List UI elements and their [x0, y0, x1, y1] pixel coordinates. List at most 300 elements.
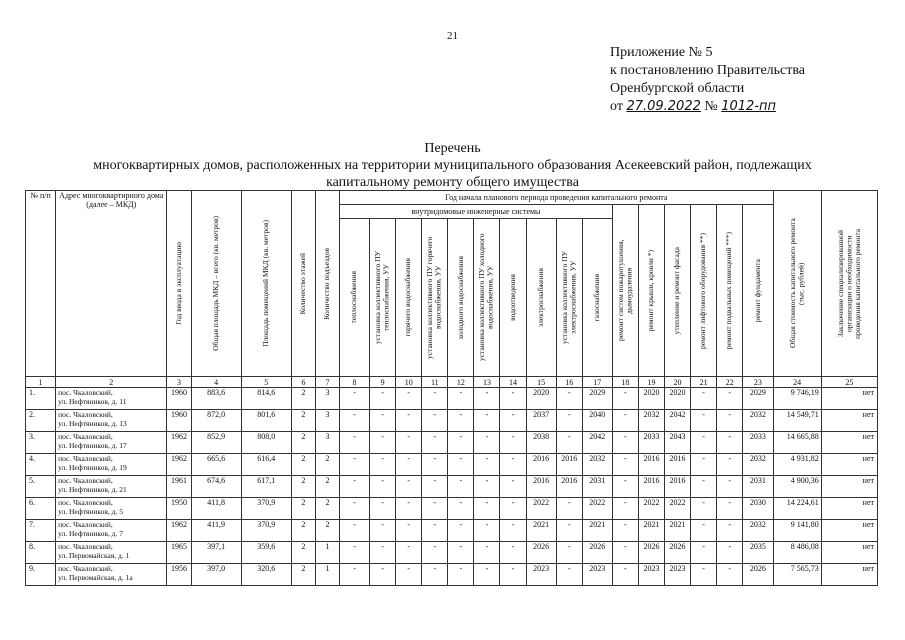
table-cell: - [691, 410, 717, 432]
table-cell: 2029 [582, 388, 612, 410]
row-number: 5. [26, 476, 56, 498]
header-year: Год ввода в эксплуатацию [167, 191, 191, 377]
appendix-line-3: Оренбургской области [610, 81, 745, 96]
table-cell: - [500, 410, 526, 432]
header-facade: утепление и ремонт фасада [664, 205, 690, 377]
table-cell: - [340, 476, 370, 498]
table-cell: - [691, 454, 717, 476]
header-hot-water: горячего водоснабжения [396, 219, 422, 377]
table-cell: нет [821, 520, 877, 542]
table-cell: - [370, 564, 396, 586]
table-cell: 14 224,61 [773, 498, 821, 520]
appendix-num-sign: № [704, 99, 718, 114]
table-row [26, 520, 878, 542]
table-cell: 411,8 [191, 498, 241, 520]
table-cell: 1 [315, 542, 339, 564]
table-cell: 2023 [582, 564, 612, 586]
table-cell: - [612, 432, 638, 454]
table-cell: - [612, 454, 638, 476]
table-cell: 2023 [638, 564, 664, 586]
table-cell: нет [821, 476, 877, 498]
header-electricity: электроснабжения [526, 219, 556, 377]
table-cell: 2032 [582, 454, 612, 476]
table-cell: - [474, 542, 500, 564]
address-line-2: ул. Нефтяников, д. 13 [58, 419, 127, 428]
table-cell: 2021 [638, 520, 664, 542]
table-row [26, 388, 878, 410]
table-cell: - [370, 476, 396, 498]
header-roof: ремонт крыши, кровли *) [638, 205, 664, 377]
table-cell: 2035 [743, 542, 773, 564]
header-foundation: ремонт фундамента [743, 205, 773, 377]
table-cell: - [370, 498, 396, 520]
table-cell: - [422, 410, 448, 432]
table-cell: 2020 [526, 388, 556, 410]
table-cell: 2021 [664, 520, 690, 542]
title-line-1: Перечень [424, 141, 481, 156]
header-total-area: Общая площадь МКД – всего (кв. метров) [191, 191, 241, 377]
table-cell: - [556, 520, 582, 542]
table-cell: - [448, 388, 474, 410]
address-line-1: пос. Чкаловский, [58, 454, 113, 463]
table-cell: 2042 [664, 410, 690, 432]
table-cell: 2 [291, 388, 315, 410]
row-number: 7. [26, 520, 56, 542]
row-number: 3. [26, 432, 56, 454]
column-number: 21 [691, 377, 717, 388]
table-cell: 2033 [638, 432, 664, 454]
column-number: 3 [167, 377, 191, 388]
table-cell: - [717, 454, 743, 476]
address-line-2: ул. Нефтяников, д. 21 [58, 485, 127, 494]
row-address [56, 410, 167, 432]
table-cell: 2032 [743, 454, 773, 476]
table-cell: 7 565,73 [773, 564, 821, 586]
address-line-2: ул. Нефтяников, д. 19 [58, 463, 127, 472]
appendix-date: 27.09.2022 [626, 99, 701, 114]
row-address [56, 564, 167, 586]
table-cell: - [691, 498, 717, 520]
table-cell: - [500, 454, 526, 476]
table-cell: 2038 [526, 432, 556, 454]
row-address [56, 498, 167, 520]
column-number: 16 [556, 377, 582, 388]
table-cell: 814,6 [241, 388, 291, 410]
title-line-2: многоквартирных домов, расположенных на территории муниципального образования Асекеевский район, подлежащих [93, 158, 812, 173]
table-cell: 2 [315, 520, 339, 542]
table-cell: - [370, 432, 396, 454]
table-cell: - [500, 432, 526, 454]
table-cell: - [396, 476, 422, 498]
table-cell: 1962 [167, 520, 191, 542]
table-cell: - [474, 564, 500, 586]
table-cell: 411,9 [191, 520, 241, 542]
table-cell: нет [821, 454, 877, 476]
table-cell: - [340, 432, 370, 454]
table-cell: - [340, 520, 370, 542]
table-cell: - [422, 432, 448, 454]
table-cell: 370,9 [241, 498, 291, 520]
table-cell: - [422, 476, 448, 498]
row-address [56, 432, 167, 454]
table-cell: - [448, 454, 474, 476]
table-cell: 2026 [638, 542, 664, 564]
address-line-2: ул. Первомайская, д. 1а [58, 573, 133, 582]
header-sewerage: водоотведения [500, 219, 526, 377]
appendix-line-1: Приложение № 5 [610, 45, 713, 60]
header-gas: газоснабжения [582, 219, 612, 377]
table-cell: - [474, 454, 500, 476]
table-cell: 2029 [743, 388, 773, 410]
table-cell: - [500, 564, 526, 586]
appendix-block [610, 44, 900, 116]
table-cell: - [556, 564, 582, 586]
table-cell: 665,6 [191, 454, 241, 476]
address-line-1: пос. Чкаловский, [58, 498, 113, 507]
column-number: 18 [612, 377, 638, 388]
table-cell: - [691, 564, 717, 586]
table-cell: 370,9 [241, 520, 291, 542]
table-cell: - [370, 520, 396, 542]
table-cell: - [448, 520, 474, 542]
table-cell: 2 [315, 498, 339, 520]
table-cell: - [556, 432, 582, 454]
table-cell: 616,4 [241, 454, 291, 476]
table-cell: - [396, 542, 422, 564]
table-cell: - [612, 564, 638, 586]
header-hot-water-meter: установка коллективного ПУ горячего водоснабжения, УУ [422, 219, 448, 377]
table-cell: - [340, 454, 370, 476]
table-cell: - [448, 564, 474, 586]
row-number: 4. [26, 454, 56, 476]
column-number: 5 [241, 377, 291, 388]
table-cell: 2026 [743, 564, 773, 586]
table-cell: - [612, 520, 638, 542]
table-row [26, 542, 878, 564]
table-cell: нет [821, 564, 877, 586]
header-electricity-meter: установка коллективного ПУ электроснабжения, УУ [556, 219, 582, 377]
table-cell: - [612, 410, 638, 432]
table-cell: 2032 [743, 520, 773, 542]
table-cell: 2 [291, 498, 315, 520]
address-line-2: ул. Нефтяников, д. 11 [58, 397, 127, 406]
table-cell: 1962 [167, 454, 191, 476]
header-heating-meter: установка коллективного ПУ теплоснабжения, УУ [370, 219, 396, 377]
table-cell: - [612, 498, 638, 520]
table-row [26, 410, 878, 432]
table-cell: 2021 [526, 520, 556, 542]
address-line-1: пос. Чкаловский, [58, 542, 113, 551]
table-row [26, 564, 878, 586]
table-cell: 397,0 [191, 564, 241, 586]
table-cell: - [422, 520, 448, 542]
header-cold-water: холодного водоснабжения [448, 219, 474, 377]
table-cell: - [340, 388, 370, 410]
table-cell: 3 [315, 410, 339, 432]
header-elevator: ремонт лифтового оборудования **) [691, 205, 717, 377]
header-address: Адрес многоквартирного дома (далее – МКД) [56, 191, 167, 377]
table-cell: 2040 [582, 410, 612, 432]
table-cell: 2 [291, 542, 315, 564]
address-line-1: пос. Чкаловский, [58, 410, 113, 419]
table-cell: 2022 [664, 498, 690, 520]
table-cell: - [396, 432, 422, 454]
table-cell: 2016 [638, 454, 664, 476]
table-cell: - [370, 388, 396, 410]
table-cell: 2 [291, 476, 315, 498]
table-row [26, 432, 878, 454]
table-cell: 2033 [743, 432, 773, 454]
table-cell: 2022 [582, 498, 612, 520]
table-cell: 1960 [167, 410, 191, 432]
table-cell: - [340, 498, 370, 520]
header-fire: ремонт систем пожаротушения, дымоудаления [612, 205, 638, 377]
table-cell: 3 [315, 388, 339, 410]
header-floors: Количество этажей [291, 191, 315, 377]
table-cell: 2032 [638, 410, 664, 432]
column-number: 9 [370, 377, 396, 388]
table-cell: 2016 [556, 476, 582, 498]
table-cell: - [474, 520, 500, 542]
address-line-2: ул. Нефтяников, д. 5 [58, 507, 123, 516]
address-line-1: пос. Чкаловский, [58, 432, 113, 441]
table-cell: - [500, 476, 526, 498]
row-number: 1. [26, 388, 56, 410]
table-cell: - [396, 520, 422, 542]
header-basement: ремонт подвальных помещений ***) [717, 205, 743, 377]
title-line-3: капитальному ремонту общего имущества [326, 175, 579, 190]
table-cell: - [448, 432, 474, 454]
document-title [10, 140, 895, 191]
row-number: 8. [26, 542, 56, 564]
table-cell: 1 [315, 564, 339, 586]
table-cell: - [717, 388, 743, 410]
column-number: 4 [191, 377, 241, 388]
table-cell: - [691, 388, 717, 410]
table-cell: 1965 [167, 542, 191, 564]
table-cell: 2026 [582, 542, 612, 564]
column-number: 7 [315, 377, 339, 388]
table-cell: - [448, 476, 474, 498]
table-cell: - [474, 498, 500, 520]
table-cell: 1956 [167, 564, 191, 586]
table-cell: 2 [315, 476, 339, 498]
header-heating: теплоснабжения [340, 219, 370, 377]
column-number: 13 [474, 377, 500, 388]
table-cell: нет [821, 498, 877, 520]
table-cell: 2020 [638, 388, 664, 410]
column-number: 10 [396, 377, 422, 388]
table-cell: 1950 [167, 498, 191, 520]
table-cell: нет [821, 388, 877, 410]
table-cell: 2043 [664, 432, 690, 454]
table-cell: - [612, 476, 638, 498]
table-cell: - [691, 432, 717, 454]
column-number: 22 [717, 377, 743, 388]
column-number: 15 [526, 377, 556, 388]
table-cell: - [717, 520, 743, 542]
row-number: 9. [26, 564, 56, 586]
table-cell: - [474, 410, 500, 432]
column-number: 19 [638, 377, 664, 388]
table-cell: 2031 [582, 476, 612, 498]
table-cell: 4 900,36 [773, 476, 821, 498]
table-cell: 14 665,88 [773, 432, 821, 454]
header-entrances: Количество подъездов [315, 191, 339, 377]
table-cell: 2016 [556, 454, 582, 476]
column-number-row [26, 377, 878, 388]
table-cell: 808,0 [241, 432, 291, 454]
table-cell: - [717, 498, 743, 520]
table-cell: - [474, 476, 500, 498]
table-cell: 2026 [664, 542, 690, 564]
table-cell: 2022 [638, 498, 664, 520]
table-cell: 2032 [743, 410, 773, 432]
table-cell: - [691, 520, 717, 542]
table-cell: 9 141,80 [773, 520, 821, 542]
table-cell: 2042 [582, 432, 612, 454]
table-cell: 2 [291, 520, 315, 542]
table-cell: - [370, 542, 396, 564]
table-cell: 2023 [526, 564, 556, 586]
column-number: 24 [773, 377, 821, 388]
table-cell: 2016 [638, 476, 664, 498]
table-cell: - [717, 432, 743, 454]
row-address [56, 454, 167, 476]
table-cell: 2 [291, 454, 315, 476]
table-cell: 2 [315, 454, 339, 476]
table-cell: - [422, 454, 448, 476]
table-cell: - [396, 388, 422, 410]
table-cell: 359,6 [241, 542, 291, 564]
header-cold-water-meter: установка коллективного ПУ холодного водоснабжения, УУ [474, 219, 500, 377]
row-address [56, 388, 167, 410]
table-body [26, 377, 878, 586]
header-engineering: внутридомовые инженерные системы [340, 205, 613, 219]
table-cell: - [612, 542, 638, 564]
address-line-1: пос. Чкаловский, [58, 520, 113, 529]
table-cell: 2016 [664, 476, 690, 498]
table-cell: - [448, 410, 474, 432]
table-cell: 2016 [526, 476, 556, 498]
table-cell: - [422, 388, 448, 410]
table-cell: - [370, 410, 396, 432]
table-row [26, 498, 878, 520]
row-address [56, 476, 167, 498]
table-cell: 2026 [526, 542, 556, 564]
row-number: 2. [26, 410, 56, 432]
table-cell: 9 746,19 [773, 388, 821, 410]
address-line-2: ул. Нефтяников, д. 17 [58, 441, 127, 450]
appendix-prefix: от [610, 99, 623, 114]
address-line-1: пос. Чкаловский, [58, 476, 113, 485]
table-cell: 2021 [582, 520, 612, 542]
table-cell: - [340, 542, 370, 564]
table-cell: - [717, 542, 743, 564]
table-cell: нет [821, 542, 877, 564]
table-cell: 2030 [743, 498, 773, 520]
table-cell: - [556, 410, 582, 432]
address-line-1: пос. Чкаловский, [58, 564, 113, 573]
page-number: 21 [447, 30, 458, 42]
table-cell: - [556, 542, 582, 564]
table-cell: 1961 [167, 476, 191, 498]
column-number: 25 [821, 377, 877, 388]
table-cell: - [396, 564, 422, 586]
table-cell: 2016 [664, 454, 690, 476]
header-period: Год начала планового периода проведения капитального ремонта [340, 191, 774, 205]
table-cell: - [370, 454, 396, 476]
table-cell: 4 931,82 [773, 454, 821, 476]
table-cell: 2022 [526, 498, 556, 520]
table-cell: - [717, 564, 743, 586]
table-cell: 852,9 [191, 432, 241, 454]
table-row [26, 454, 878, 476]
table-row [26, 476, 878, 498]
appendix-line-2: к постановлению Правительства [610, 63, 806, 78]
table-cell: 320,6 [241, 564, 291, 586]
address-line-2: ул. Нефтяников, д. 7 [58, 529, 123, 538]
column-number: 6 [291, 377, 315, 388]
table-cell: - [691, 476, 717, 498]
table-cell: нет [821, 410, 877, 432]
table-cell: - [612, 388, 638, 410]
row-address [56, 520, 167, 542]
column-number: 23 [743, 377, 773, 388]
table-cell: 801,6 [241, 410, 291, 432]
table-cell: - [556, 388, 582, 410]
table-cell: - [396, 454, 422, 476]
table-cell: 2031 [743, 476, 773, 498]
header-cost: Общая стоимость капитального ремонта (тыс. рублей) [773, 191, 821, 377]
table-cell: - [474, 432, 500, 454]
address-line-1: пос. Чкаловский, [58, 388, 113, 397]
table-cell: - [556, 498, 582, 520]
table-cell: 3 [315, 432, 339, 454]
column-number: 8 [340, 377, 370, 388]
table-cell: 674,6 [191, 476, 241, 498]
table-cell: - [500, 520, 526, 542]
table-cell: - [340, 564, 370, 586]
table-cell: 2 [291, 432, 315, 454]
repair-table [25, 190, 878, 586]
table-cell: - [396, 410, 422, 432]
table-cell: - [422, 542, 448, 564]
table-cell: 397,1 [191, 542, 241, 564]
row-address [56, 542, 167, 564]
table-cell: 2 [291, 410, 315, 432]
column-number: 20 [664, 377, 690, 388]
table-cell: 883,6 [191, 388, 241, 410]
table-cell: 617,1 [241, 476, 291, 498]
table-cell: - [717, 476, 743, 498]
table-cell: - [691, 542, 717, 564]
table-cell: 8 486,08 [773, 542, 821, 564]
table-cell: 2023 [664, 564, 690, 586]
row-number: 6. [26, 498, 56, 520]
appendix-number: 1012-пп [721, 99, 777, 114]
column-number: 1 [26, 377, 56, 388]
column-number: 14 [500, 377, 526, 388]
table-cell: - [396, 498, 422, 520]
header-num: № п/п [26, 191, 56, 377]
table-cell: - [422, 564, 448, 586]
table-cell: - [448, 498, 474, 520]
appendix-date-line [610, 98, 900, 116]
column-number: 12 [448, 377, 474, 388]
header-premises-area: Площадь помещений МКД (кв. метров) [241, 191, 291, 377]
table-cell: 1962 [167, 432, 191, 454]
